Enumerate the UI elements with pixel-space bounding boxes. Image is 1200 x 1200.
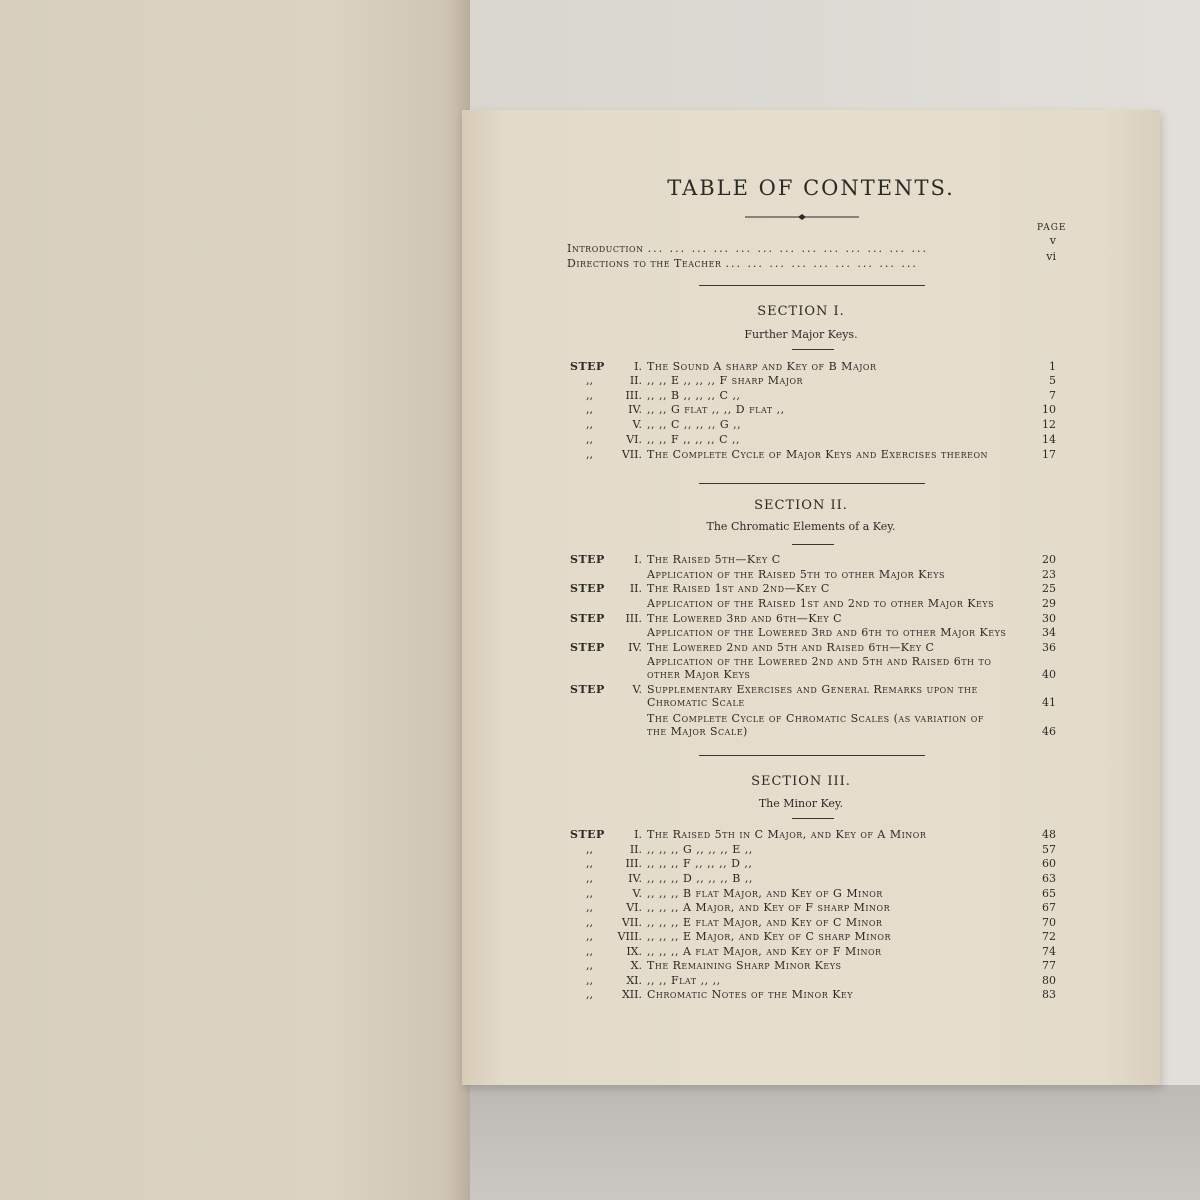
entry-page: 65 xyxy=(1042,887,1056,900)
step-number: III. xyxy=(625,857,642,870)
toc-entry[interactable]: The Complete Cycle of Major Keys and Exercises thereon xyxy=(647,448,989,461)
step-label: STEP xyxy=(570,683,605,696)
step-number: III. xyxy=(625,389,642,402)
toc-entry-directions[interactable]: Directions to the Teacher ... ... ... ... ... ... ... ... ... xyxy=(567,257,918,270)
toc-entry[interactable]: Supplementary Exercises and General Remarks upon the xyxy=(647,683,978,696)
entry-page: 7 xyxy=(1049,389,1056,402)
step-number: VII. xyxy=(621,916,642,929)
step-label: STEP xyxy=(570,553,605,566)
toc-entry-continuation: the Major Scale) xyxy=(647,725,748,738)
entry-page: v xyxy=(1049,234,1056,247)
step-label: ,, xyxy=(586,959,593,972)
entry-page: 63 xyxy=(1042,872,1056,885)
toc-entry[interactable]: The Raised 5th in C Major, and Key of A Minor xyxy=(647,828,927,841)
toc-entry[interactable]: ,, ,, ,, B flat Major, and Key of G Minor xyxy=(647,887,883,900)
toc-entry[interactable]: The Raised 1st and 2nd—Key C xyxy=(647,582,830,595)
entry-page: 36 xyxy=(1042,641,1056,654)
section-heading: SECTION II. xyxy=(754,498,848,513)
entry-label: Directions to the Teacher xyxy=(567,257,722,270)
toc-entry[interactable]: ,, ,, C ,, ,, ,, G ,, xyxy=(647,418,742,431)
title-ornament xyxy=(745,214,859,220)
step-number: V. xyxy=(632,418,642,431)
entry-page: 20 xyxy=(1042,553,1056,566)
entry-page: 77 xyxy=(1042,959,1056,972)
section-subtitle: The Minor Key. xyxy=(758,797,844,810)
toc-entry[interactable]: Application of the Lowered 2nd and 5th and Raised 6th to xyxy=(647,655,992,668)
entry-page: 67 xyxy=(1042,901,1056,914)
section-subtitle: Further Major Keys. xyxy=(744,328,858,341)
divider xyxy=(699,483,925,484)
step-label: ,, xyxy=(586,974,593,987)
step-number: V. xyxy=(632,887,642,900)
step-number: VI. xyxy=(626,433,642,446)
step-number: VI. xyxy=(626,901,642,914)
step-number: II. xyxy=(629,374,642,387)
entry-page: 14 xyxy=(1042,433,1056,446)
entry-page: 60 xyxy=(1042,857,1056,870)
entry-page: 5 xyxy=(1049,374,1056,387)
toc-entry-continuation: other Major Keys xyxy=(647,668,751,681)
step-number: I. xyxy=(634,360,642,373)
entry-page: 34 xyxy=(1042,626,1056,639)
toc-entry[interactable]: The Lowered 2nd and 5th and Raised 6th—Key C xyxy=(647,641,935,654)
step-number: I. xyxy=(634,828,642,841)
step-label: ,, xyxy=(586,433,593,446)
step-label: ,, xyxy=(586,887,593,900)
left-page xyxy=(0,0,470,1200)
step-number: IV. xyxy=(628,403,642,416)
entry-page: 12 xyxy=(1042,418,1056,431)
toc-entry[interactable]: ,, ,, ,, G ,, ,, ,, E ,, xyxy=(647,843,753,856)
entry-page: 57 xyxy=(1042,843,1056,856)
step-label: ,, xyxy=(586,988,593,1001)
step-label: ,, xyxy=(586,843,593,856)
toc-entry[interactable]: ,, ,, G flat ,, ,, D flat ,, xyxy=(647,403,785,416)
step-label: ,, xyxy=(586,945,593,958)
step-label: STEP xyxy=(570,582,605,595)
toc-entry[interactable]: ,, ,, B ,, ,, ,, C ,, xyxy=(647,389,741,402)
toc-entry[interactable]: The Lowered 3rd and 6th—Key C xyxy=(647,612,843,625)
step-label: ,, xyxy=(586,901,593,914)
step-number: IV. xyxy=(628,641,642,654)
step-number: IX. xyxy=(626,945,642,958)
divider-short xyxy=(792,818,834,819)
toc-entry[interactable]: Chromatic Notes of the Minor Key xyxy=(647,988,854,1001)
step-label: ,, xyxy=(586,857,593,870)
section-heading: SECTION I. xyxy=(757,304,845,319)
table-surface xyxy=(460,1085,1200,1200)
step-label: ,, xyxy=(586,448,593,461)
step-label: STEP xyxy=(570,360,605,373)
step-number: V. xyxy=(632,683,642,696)
entry-page: 80 xyxy=(1042,974,1056,987)
entry-page: 72 xyxy=(1042,930,1056,943)
section-heading: SECTION III. xyxy=(751,774,851,789)
step-number: III. xyxy=(625,612,642,625)
page-title: TABLE OF CONTENTS. xyxy=(667,176,955,200)
toc-entry[interactable]: ,, ,, ,, A Major, and Key of F sharp Minor xyxy=(647,901,891,914)
right-page xyxy=(462,110,1160,1085)
toc-entry[interactable]: ,, ,, E ,, ,, ,, F sharp Major xyxy=(647,374,804,387)
toc-entry[interactable]: The Complete Cycle of Chromatic Scales (as variation of xyxy=(647,712,984,725)
divider-short xyxy=(792,544,834,545)
step-label: STEP xyxy=(570,612,605,625)
bleed-through-text xyxy=(30,250,460,330)
toc-entry-continuation: Chromatic Scale xyxy=(647,696,745,709)
entry-page: 41 xyxy=(1042,696,1056,709)
step-number: IV. xyxy=(628,872,642,885)
step-number: II. xyxy=(629,582,642,595)
toc-entry[interactable]: Application of the Lowered 3rd and 6th to other Major Keys xyxy=(647,626,1007,639)
toc-entry[interactable]: The Raised 5th—Key C xyxy=(647,553,781,566)
step-label: STEP xyxy=(570,641,605,654)
divider xyxy=(699,285,925,286)
step-number: XII. xyxy=(621,988,642,1001)
entry-page: 48 xyxy=(1042,828,1056,841)
toc-entry[interactable]: ,, ,, ,, E Major, and Key of C sharp Minor xyxy=(647,930,892,943)
entry-page: 40 xyxy=(1042,668,1056,681)
entry-page: 1 xyxy=(1049,360,1056,373)
toc-entry[interactable]: ,, ,, ,, F ,, ,, ,, D ,, xyxy=(647,857,753,870)
entry-page: 29 xyxy=(1042,597,1056,610)
divider xyxy=(699,755,925,756)
toc-entry[interactable]: ,, ,, ,, E flat Major, and Key of C Minor xyxy=(647,916,883,929)
entry-page: 25 xyxy=(1042,582,1056,595)
toc-entry[interactable]: ,, ,, ,, D ,, ,, ,, B ,, xyxy=(647,872,753,885)
entry-page: 17 xyxy=(1042,448,1056,461)
section-subtitle: The Chromatic Elements of a Key. xyxy=(706,520,896,533)
step-number: VIII. xyxy=(617,930,642,943)
entry-page: 30 xyxy=(1042,612,1056,625)
entry-page: 10 xyxy=(1042,403,1056,416)
toc-entry[interactable]: ,, ,, ,, A flat Major, and Key of F Minor xyxy=(647,945,882,958)
toc-entry[interactable]: The Sound A sharp and Key of B Major xyxy=(647,360,877,373)
entry-page: 70 xyxy=(1042,916,1056,929)
step-label: ,, xyxy=(586,418,593,431)
divider-short xyxy=(792,349,834,350)
step-label: ,, xyxy=(586,403,593,416)
step-number: II. xyxy=(629,843,642,856)
entry-page: 83 xyxy=(1042,988,1056,1001)
step-number: X. xyxy=(630,959,642,972)
step-label: ,, xyxy=(586,930,593,943)
step-label: ,, xyxy=(586,916,593,929)
toc-entry[interactable]: The Remaining Sharp Minor Keys xyxy=(647,959,842,972)
step-number: VII. xyxy=(621,448,642,461)
entry-page: 23 xyxy=(1042,568,1056,581)
step-number: XI. xyxy=(626,974,642,987)
page-column-header: PAGE xyxy=(1037,223,1067,233)
step-label: ,, xyxy=(586,389,593,402)
step-label: STEP xyxy=(570,828,605,841)
step-label: ,, xyxy=(586,872,593,885)
toc-entry[interactable]: Application of the Raised 1st and 2nd to other Major Keys xyxy=(647,597,995,610)
toc-entry[interactable]: Application of the Raised 5th to other Major Keys xyxy=(647,568,945,581)
toc-entry-introduction[interactable]: Introduction ... ... ... ... ... ... ... ... ... ... ... ... ... xyxy=(567,242,928,255)
entry-page: 46 xyxy=(1042,725,1056,738)
entry-page: vi xyxy=(1046,250,1056,263)
entry-label: Introduction xyxy=(567,242,644,255)
step-label: ,, xyxy=(586,374,593,387)
toc-entry[interactable]: ,, ,, Flat ,, ,, xyxy=(647,974,721,987)
toc-entry[interactable]: ,, ,, F ,, ,, ,, C ,, xyxy=(647,433,740,446)
step-number: I. xyxy=(634,553,642,566)
entry-page: 74 xyxy=(1042,945,1056,958)
